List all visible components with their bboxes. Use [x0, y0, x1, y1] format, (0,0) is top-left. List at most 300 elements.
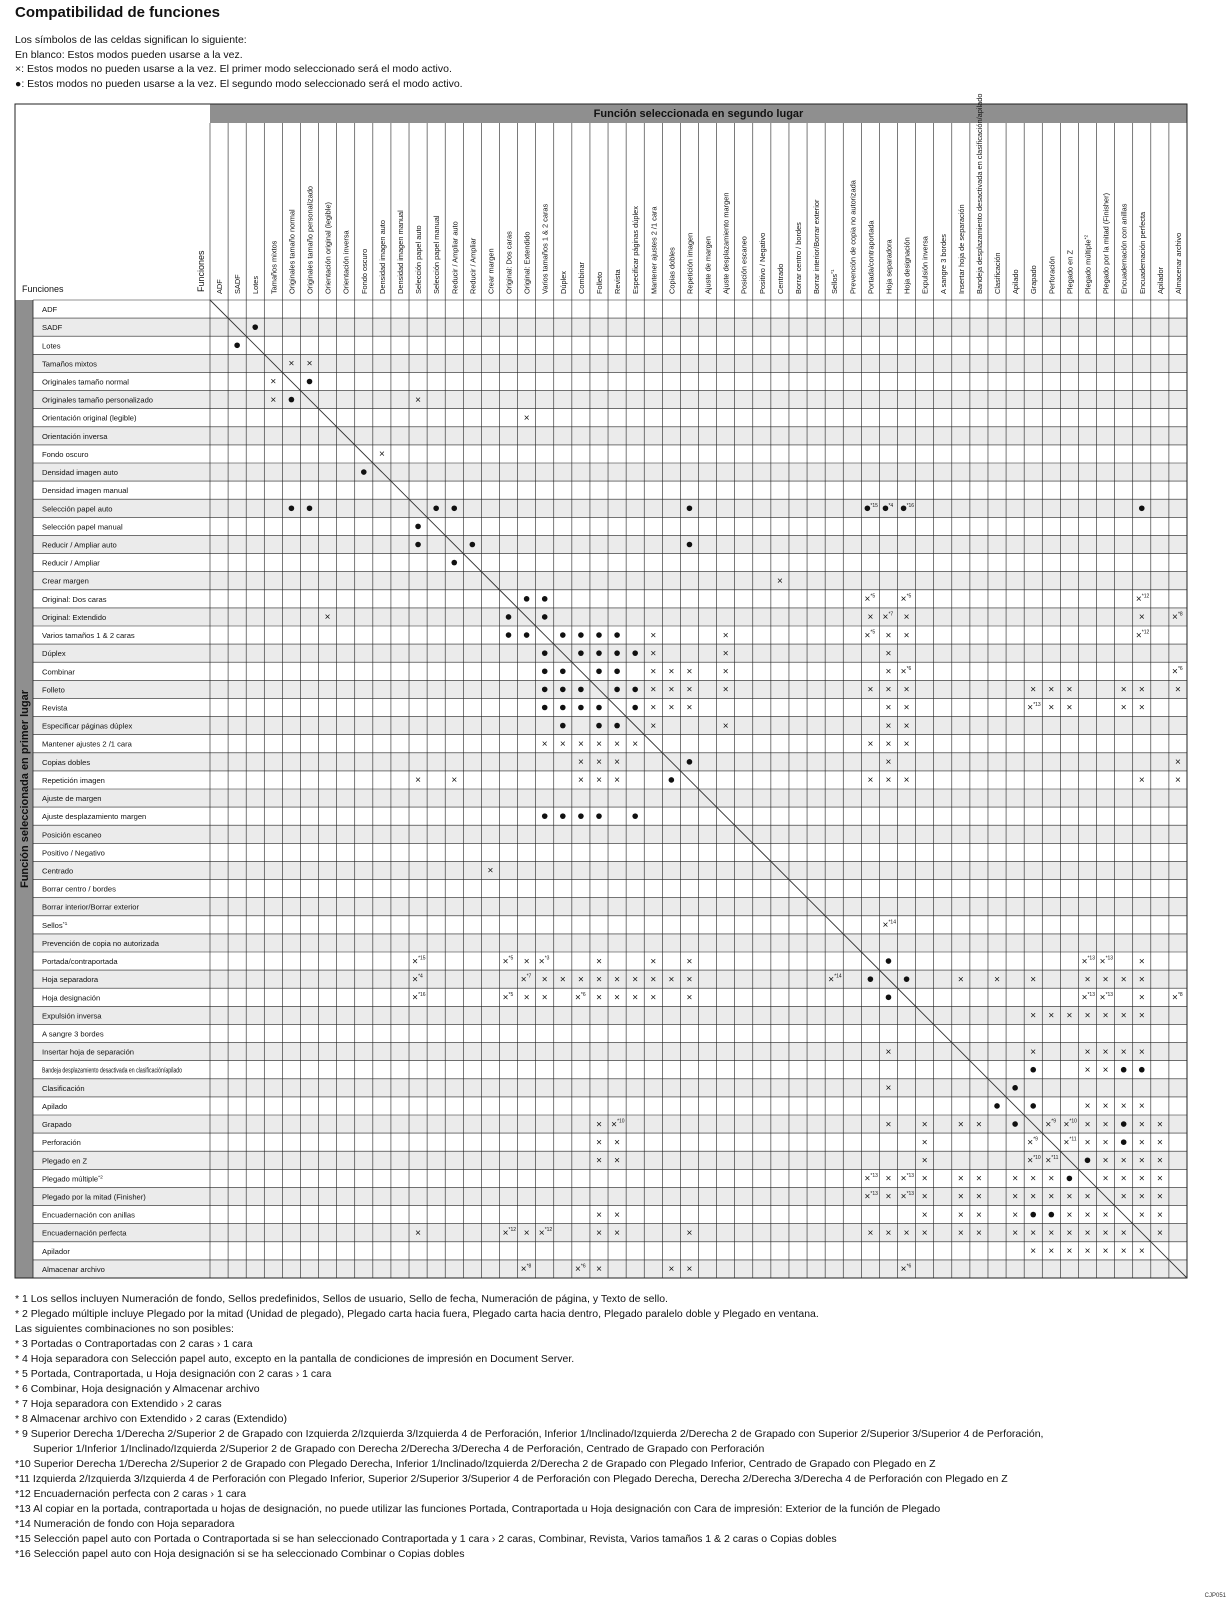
cell-dot	[687, 542, 693, 548]
cell-cross: ×	[1138, 956, 1145, 968]
cell-dot	[614, 650, 620, 656]
column-header: A sangre 3 bordes	[938, 234, 948, 294]
cell-cross: ×	[1027, 1155, 1034, 1167]
cell-cross: ×	[900, 666, 907, 678]
cell-cross: ×	[686, 1227, 693, 1239]
column-header: Folleto	[594, 271, 604, 294]
cell-cross: ×	[596, 956, 602, 968]
row-stripe	[33, 898, 1187, 916]
cell-cross: ×	[867, 738, 874, 750]
cell-cross: ×	[1027, 1137, 1034, 1149]
corner-label-cols: Funciones	[196, 250, 206, 292]
cell-dot	[904, 976, 910, 982]
row-header: SADF	[42, 323, 63, 333]
cell-dot	[865, 505, 871, 511]
cell-cross: ×	[1156, 1227, 1163, 1239]
cell-cross: ×	[1102, 974, 1109, 986]
cell-cross: ×	[885, 1119, 892, 1131]
cell-cross: ×	[614, 992, 621, 1004]
cell-cross: ×	[957, 1191, 964, 1203]
column-header: Selección papel manual	[432, 215, 442, 294]
legend-dot: ●: Estos modos no pueden usarse a la vez. El segundo modo seleccionado será el modo activo.	[15, 77, 463, 90]
cell-dot	[1049, 1212, 1055, 1218]
footnote: * 1 Los sellos incluyen Numeración de fondo, Sellos predefinidos, Sellos de usuario, Sello de fecha, Numeración de página, y Texto de sello.	[15, 1293, 668, 1305]
cell-cross: ×	[957, 1119, 964, 1131]
cell-footnote-ref: *12	[1141, 629, 1150, 636]
cell-cross: ×	[650, 666, 657, 678]
cell-dot	[632, 650, 638, 656]
column-header: Grapado	[1029, 265, 1039, 294]
footnote: *15 Selección papel auto con Portada o Contraportada si se han seleccionado Contraportada y 1 cara › 2 caras, Combinar, Revista, Varios tamaños 1 & 2 caras o Copias dobles	[15, 1533, 837, 1545]
row-stripe	[33, 572, 1187, 590]
cell-cross: ×	[1081, 956, 1088, 968]
cell-cross: ×	[1048, 1246, 1055, 1258]
cell-cross: ×	[1120, 1155, 1127, 1167]
row-header: Original: Dos caras	[42, 594, 107, 604]
cell-cross: ×	[1084, 1209, 1091, 1221]
cell-cross: ×	[415, 1227, 421, 1239]
cell-footnote-ref: *7	[526, 973, 532, 980]
cell-dot	[542, 668, 548, 674]
cell-cross: ×	[686, 956, 693, 968]
row-stripe	[33, 1151, 1187, 1169]
column-header: Orientación inversa	[341, 230, 351, 294]
row-stripe	[33, 753, 1187, 771]
cell-cross: ×	[1172, 666, 1178, 678]
cell-cross: ×	[650, 702, 657, 714]
cell-cross: ×	[632, 738, 639, 750]
row-header: Bandeja desplazamiento desactivada en clasificación/apilado	[42, 1065, 182, 1075]
cell-dot	[1121, 1121, 1127, 1127]
cell-cross: ×	[1084, 1137, 1091, 1149]
cell-cross: ×	[900, 594, 907, 606]
row-header: Revista	[42, 703, 68, 713]
cell-footnote-ref: *10	[617, 1118, 625, 1125]
cell-cross: ×	[1102, 1227, 1109, 1239]
cell-dot	[433, 505, 439, 511]
column-header: Densidad imagen manual	[395, 210, 405, 294]
cell-cross: ×	[668, 974, 675, 986]
cell-cross: ×	[1012, 1209, 1019, 1221]
cell-dot	[470, 542, 476, 548]
row-header: Copias dobles	[42, 757, 91, 767]
footnotes	[15, 1292, 1043, 1562]
cell-footnote-ref: *14	[888, 919, 896, 926]
cell-cross: ×	[1156, 1155, 1163, 1167]
footnote: * 5 Portada, Contraportada, u Hoja designación con 2 caras › 1 cara	[15, 1368, 332, 1380]
footnote: * 7 Hoja separadora con Extendido › 2 caras	[15, 1398, 222, 1410]
cell-cross: ×	[577, 775, 584, 787]
cell-cross: ×	[614, 738, 621, 750]
cell-cross: ×	[867, 775, 874, 787]
cell-footnote-ref: *13	[870, 1191, 878, 1197]
cell-cross: ×	[1030, 1010, 1037, 1022]
cell-cross: ×	[885, 1083, 892, 1095]
row-header: Selección papel manual	[42, 522, 123, 532]
cell-cross: ×	[1102, 1119, 1109, 1131]
cell-cross: ×	[686, 974, 693, 986]
cell-cross: ×	[903, 775, 910, 787]
cell-cross: ×	[1120, 974, 1127, 986]
cell-footnote-ref: *6	[906, 1263, 912, 1270]
row-stripe	[33, 318, 1187, 336]
cell-dot	[1067, 1176, 1073, 1182]
row-header: Varios tamaños 1 & 2 caras	[42, 631, 135, 641]
cell-cross: ×	[650, 992, 657, 1004]
cell-cross: ×	[1066, 1191, 1073, 1203]
cell-cross: ×	[596, 1119, 602, 1131]
cell-cross: ×	[577, 738, 584, 750]
cell-dot	[614, 687, 620, 693]
cell-cross: ×	[1066, 1227, 1073, 1239]
row-header: Tamaños mixtos	[42, 359, 97, 369]
cell-cross: ×	[1138, 1010, 1145, 1022]
cell-dot	[560, 705, 566, 711]
cell-dot	[1030, 1212, 1036, 1218]
cell-cross: ×	[614, 775, 621, 787]
cell-footnote-ref: *5	[508, 991, 514, 998]
row-header: Especificar páginas dúplex	[42, 721, 133, 731]
cell-cross: ×	[523, 956, 530, 968]
cell-dot	[289, 397, 295, 403]
cell-cross: ×	[574, 1264, 581, 1276]
cell-cross: ×	[885, 648, 892, 660]
column-header: Borrar centro / bordes	[794, 222, 804, 294]
row-header: Dúplex	[42, 649, 66, 659]
column-header: Expulsión inversa	[920, 236, 930, 294]
row-header: Apilado	[42, 1101, 68, 1111]
cell-cross: ×	[487, 865, 494, 877]
cell-dot	[578, 687, 584, 693]
cell-dot	[632, 705, 638, 711]
cell-cross: ×	[1102, 1101, 1109, 1113]
cell-footnote-ref: *10	[1069, 1118, 1077, 1125]
cell-cross: ×	[502, 1227, 509, 1239]
cell-footnote-ref: *4	[888, 502, 894, 509]
cell-dot	[596, 650, 602, 656]
cell-cross: ×	[921, 1137, 928, 1149]
column-header: Revista	[613, 269, 623, 294]
cell-dot	[883, 505, 889, 511]
cell-cross: ×	[900, 1173, 907, 1185]
cell-dot	[1030, 1067, 1036, 1073]
cell-cross: ×	[864, 1173, 871, 1185]
cell-footnote-ref: *13	[1105, 955, 1114, 962]
cell-footnote-ref: *10	[1033, 1154, 1041, 1161]
cell-dot	[524, 596, 530, 602]
row-header: Hoja designación	[42, 993, 101, 1003]
cell-cross: ×	[1135, 630, 1142, 642]
cell-cross: ×	[885, 684, 892, 696]
cell-dot	[524, 632, 530, 638]
cell-footnote-ref: *5	[906, 593, 912, 600]
row-stripe	[33, 608, 1187, 626]
row-stripe	[33, 680, 1187, 698]
cell-cross: ×	[538, 956, 545, 968]
cell-cross: ×	[1084, 1064, 1091, 1076]
cell-dot	[289, 505, 295, 511]
column-header: Ajuste desplazamiento margen	[721, 192, 731, 294]
cell-dot	[542, 705, 548, 711]
cell-dot	[451, 505, 457, 511]
cell-cross: ×	[1048, 1191, 1055, 1203]
cell-cross: ×	[523, 1227, 530, 1239]
top-header: Función seleccionada en segundo lugar	[593, 108, 804, 120]
cell-cross: ×	[596, 738, 602, 750]
cell-dot	[542, 813, 548, 819]
cell-cross: ×	[686, 684, 693, 696]
column-header: Apilado	[1011, 269, 1021, 294]
column-header: Plegado por la mitad (Finisher)	[1101, 192, 1111, 294]
row-stripe	[33, 391, 1187, 409]
cell-footnote-ref: *13	[906, 1172, 915, 1179]
cell-dot	[868, 976, 874, 982]
cell-cross: ×	[1102, 1246, 1109, 1258]
cell-cross: ×	[412, 956, 418, 968]
cell-dot	[1012, 1085, 1018, 1091]
row-stripe	[33, 354, 1187, 372]
footnote: * 3 Portadas o Contraportadas con 2 caras › 1 cara	[15, 1338, 253, 1350]
cell-cross: ×	[1102, 1155, 1109, 1167]
cell-cross: ×	[1027, 702, 1034, 714]
column-header: Ajuste de margen	[703, 236, 713, 294]
row-stripe	[33, 717, 1187, 735]
cell-cross: ×	[614, 974, 621, 986]
cell-dot	[560, 687, 566, 693]
cell-cross: ×	[1120, 1173, 1127, 1185]
cell-cross: ×	[1012, 1173, 1019, 1185]
cell-cross: ×	[957, 1227, 964, 1239]
cell-cross: ×	[867, 612, 874, 624]
cell-cross: ×	[686, 992, 693, 1004]
cell-cross: ×	[1084, 974, 1091, 986]
row-header: Repetición imagen	[42, 775, 105, 785]
cell-cross: ×	[957, 1209, 964, 1221]
footnote: Las siguientes combinaciones no son posibles:	[15, 1323, 234, 1335]
cell-cross: ×	[288, 358, 295, 370]
row-header: Originales tamaño personalizado	[42, 395, 154, 405]
cell-cross: ×	[900, 1264, 907, 1276]
cell-footnote-ref: *6	[580, 991, 586, 998]
cell-footnote-ref: *8	[526, 1263, 532, 1270]
cell-footnote-ref: *11	[1069, 1136, 1077, 1143]
cell-cross: ×	[1138, 1155, 1145, 1167]
cell-cross: ×	[1066, 1010, 1073, 1022]
cell-dot	[542, 614, 548, 620]
cell-dot	[614, 723, 620, 729]
cell-cross: ×	[976, 1191, 982, 1203]
cell-cross: ×	[541, 738, 548, 750]
cell-cross: ×	[885, 720, 892, 732]
cell-cross: ×	[1030, 1173, 1037, 1185]
cell-footnote-ref: *15	[418, 955, 426, 962]
footnote: * 2 Plegado múltiple incluye Plegado por la mitad (Unidad de plegado), Plegado carta hacia fuera, Plegado carta hacia dentro, Plegado paralelo doble y Plegado en ventana.	[15, 1308, 819, 1320]
column-header: ADF	[215, 279, 225, 294]
row-header: Fondo oscuro	[42, 449, 89, 459]
cell-dot	[669, 777, 675, 783]
cell-cross: ×	[1048, 1227, 1055, 1239]
row-stripe	[33, 463, 1187, 481]
cell-dot	[252, 324, 258, 330]
cell-cross: ×	[1172, 992, 1178, 1004]
cell-cross: ×	[1120, 1101, 1127, 1113]
cell-cross: ×	[1175, 757, 1181, 769]
row-header: Posición escaneo	[42, 830, 102, 840]
row-header: Apilador	[42, 1246, 70, 1256]
row-stripe	[33, 934, 1187, 952]
cell-cross: ×	[976, 1173, 982, 1185]
column-header: Encuadernación con anillas	[1119, 203, 1129, 294]
column-header: Almacenar archivo	[1173, 232, 1183, 294]
cell-footnote-ref: *5	[870, 629, 876, 636]
column-header: Original: Dos caras	[504, 231, 514, 294]
cell-cross: ×	[650, 648, 657, 660]
row-header: Clasificación	[42, 1083, 85, 1093]
cell-dot	[560, 813, 566, 819]
cell-cross: ×	[650, 630, 657, 642]
column-header: Densidad imagen auto	[377, 220, 387, 294]
column-header: Selección papel auto	[414, 225, 424, 294]
row-stripe	[33, 825, 1187, 843]
cell-cross: ×	[903, 738, 910, 750]
cell-cross: ×	[1120, 684, 1127, 696]
row-stripe	[33, 644, 1187, 662]
cell-footnote-ref: *3	[544, 955, 550, 962]
legend-intro: Los símbolos de las celdas significan lo siguiente:	[15, 34, 247, 46]
cell-cross: ×	[921, 1191, 928, 1203]
cell-dot	[415, 542, 421, 548]
cell-cross: ×	[903, 630, 910, 642]
cell-footnote-ref: *9	[1051, 1118, 1057, 1125]
cell-dot	[596, 723, 602, 729]
column-header: Hoja designación	[902, 237, 912, 294]
row-header: Orientación original (legible)	[42, 413, 137, 423]
cell-cross: ×	[1138, 775, 1145, 787]
cell-cross: ×	[596, 1209, 602, 1221]
cell-cross: ×	[1175, 775, 1181, 787]
row-header: Orientación inversa	[42, 431, 108, 441]
cell-cross: ×	[1120, 1227, 1127, 1239]
row-header: Plegado en Z	[42, 1156, 88, 1166]
cell-footnote-ref: *4	[418, 973, 423, 980]
row-stripe	[33, 427, 1187, 445]
cell-cross: ×	[1120, 1010, 1127, 1022]
column-header: Prevención de copia no autorizada	[848, 180, 858, 294]
footnote: *10 Superior Derecha 1/Derecha 2/Superior 2 de Grapado con Plegado Derecha, Inferior 1/Inclinado/Izquierda 2/Derecha 2 de Grapado con Plegado Inferior, Centrado de Grapado con Plegado en Z	[15, 1458, 936, 1470]
cell-footnote-ref: *8	[1177, 611, 1183, 618]
cell-cross: ×	[976, 1227, 982, 1239]
footnote: * 4 Hoja separadora con Selección papel auto, excepto en la pantalla de condiciones de impresión en Document Server.	[15, 1353, 575, 1365]
column-header: Perforación	[1047, 256, 1057, 294]
row-header: Original: Extendido	[42, 612, 107, 622]
cell-cross: ×	[596, 775, 602, 787]
cell-cross: ×	[596, 1227, 602, 1239]
cell-cross: ×	[1099, 992, 1106, 1004]
cell-dot	[542, 596, 548, 602]
cell-cross: ×	[1156, 1173, 1163, 1185]
column-header: Apilador	[1155, 266, 1165, 294]
column-header: Insertar hoja de separación	[956, 204, 966, 294]
column-header: Sellos$^{*1}$	[830, 269, 840, 294]
column-header: Repetición imagen	[685, 232, 695, 294]
legend-cross: ×: Estos modos no pueden usarse a la vez. El primer modo seleccionado será el modo activo.	[15, 63, 452, 75]
cell-cross: ×	[541, 992, 548, 1004]
cell-cross: ×	[1066, 1246, 1073, 1258]
column-header: Combinar	[576, 261, 586, 294]
row-stripe	[33, 1006, 1187, 1024]
row-header: Folleto	[42, 685, 65, 695]
cell-cross: ×	[412, 992, 418, 1004]
cell-cross: ×	[1084, 1246, 1091, 1258]
cell-cross: ×	[596, 1155, 602, 1167]
cell-dot	[578, 650, 584, 656]
cell-cross: ×	[903, 612, 910, 624]
row-header: Grapado	[42, 1120, 72, 1130]
cell-footnote-ref: *16	[418, 991, 426, 998]
cell-cross: ×	[1012, 1191, 1019, 1203]
cell-dot	[1012, 1121, 1018, 1127]
cell-cross: ×	[1012, 1227, 1019, 1239]
cell-cross: ×	[1156, 1137, 1163, 1149]
cell-cross: ×	[921, 1119, 928, 1131]
cell-footnote-ref: *13	[906, 1191, 915, 1197]
row-stripe	[33, 1043, 1187, 1061]
cell-cross: ×	[864, 1191, 871, 1203]
cell-dot	[596, 632, 602, 638]
cell-cross: ×	[650, 974, 657, 986]
cell-cross: ×	[412, 974, 418, 986]
cell-cross: ×	[538, 1227, 545, 1239]
row-header: Hoja separadora	[42, 975, 99, 985]
cell-cross: ×	[1156, 1191, 1163, 1203]
cell-cross: ×	[1138, 1173, 1145, 1185]
column-header: Borrar interior/Borrar exterior	[812, 199, 822, 294]
cell-cross: ×	[596, 757, 602, 769]
cell-cross: ×	[1099, 956, 1106, 968]
cell-cross: ×	[1138, 684, 1145, 696]
cell-dot	[560, 723, 566, 729]
cell-cross: ×	[1138, 1137, 1145, 1149]
cell-dot	[506, 632, 512, 638]
cell-cross: ×	[415, 394, 421, 406]
cell-cross: ×	[828, 974, 835, 986]
cell-dot	[1121, 1067, 1127, 1073]
cell-dot	[1030, 1103, 1036, 1109]
cell-cross: ×	[1138, 612, 1145, 624]
cell-cross: ×	[1102, 1209, 1109, 1221]
cell-cross: ×	[903, 684, 910, 696]
page-title: Compatibilidad de funciones	[15, 4, 221, 21]
cell-cross: ×	[1138, 974, 1145, 986]
cell-cross: ×	[668, 666, 675, 678]
cell-cross: ×	[1066, 1209, 1073, 1221]
row-header: Reducir / Ampliar auto	[42, 540, 117, 550]
column-header: Crear margen	[486, 248, 496, 294]
cell-cross: ×	[502, 992, 509, 1004]
row-stripe	[33, 499, 1187, 517]
cell-cross: ×	[1102, 1010, 1109, 1022]
cell-cross: ×	[1030, 1046, 1037, 1058]
cell-footnote-ref: *16	[906, 502, 915, 509]
cell-cross: ×	[686, 666, 693, 678]
cell-cross: ×	[1030, 684, 1037, 696]
cell-dot	[234, 342, 240, 348]
cell-dot	[361, 469, 367, 475]
cell-dot	[578, 813, 584, 819]
footnote: *14 Numeración de fondo con Hoja separadora	[15, 1518, 235, 1530]
cell-cross: ×	[668, 1264, 675, 1276]
footnote: *12 Encuadernación perfecta con 2 caras › 1 cara	[15, 1488, 247, 1500]
